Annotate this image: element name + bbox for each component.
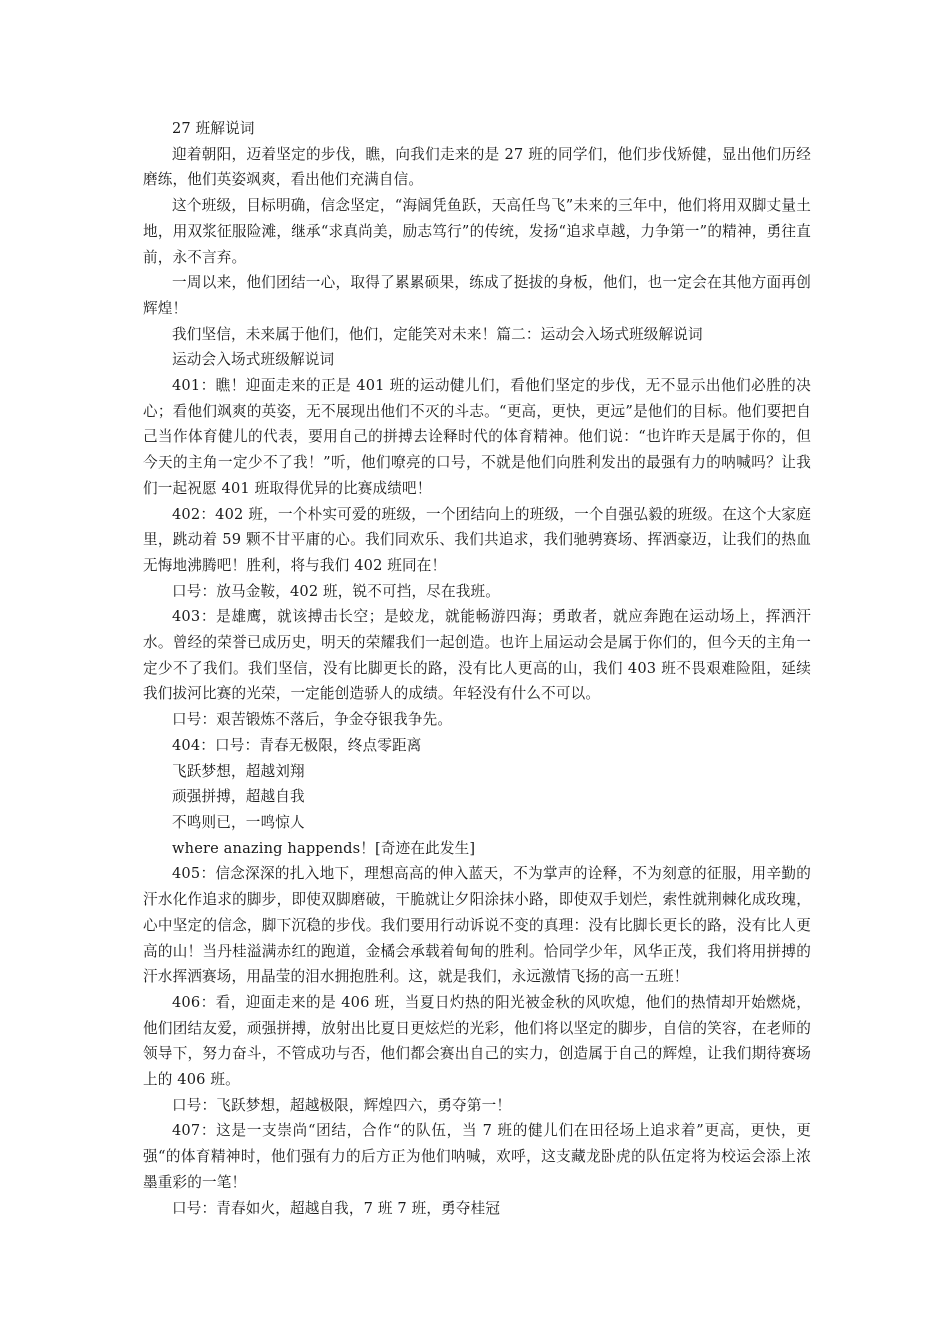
slogan-line: 不鸣则已，一鸣惊人 [172,813,305,831]
paragraph: 405：信念深深的扎入地下，理想高高的伸入蓝天，不为掌声的诠释，不为刻意的征服，用辛勤的汗水化作追求的脚步，即使双脚磨破，干脆就让夕阳涂抹小路，即使双手划烂，索性就荆棘化成玫瑰，心中坚定的信念，脚下沉稳的步伐。我们要用行动诉说不变的真理：没有比脚长更长的路，没有比人更高的山！当丹桂溢满赤红的跑道，金橘会承载着甸甸的胜利。恰同学少年，风华正茂，我们将用拼搏的汗水挥洒赛场，用晶莹的泪水拥抱胜利。这，就是我们，永远激情飞扬的高一五班！ [143,865,811,986]
paragraph: 这个班级，目标明确，信念坚定，“海阔凭鱼跃，天高任鸟飞”未来的三年中，他们将用双脚丈量土地，用双浆征服险滩，继承“求真尚美，励志笃行”的传统，发扬“追求卓越，力争第一”的精神，勇往直前，永不言弃。 [143,197,811,266]
document-title: 27 班解说词 [172,120,255,137]
slogan-line: 顽强拼搏，超越自我 [172,788,305,806]
paragraph: 402：402 班，一个朴实可爱的班级，一个团结向上的班级，一个自强弘毅的班级。在这个大家庭里，跳动着 59 颗不甘平庸的心。我们同欢乐、我们共追求，我们驰骋赛场、挥洒豪迈，让我们的热血无悔地沸腾吧！胜利，将与我们 402 班同在！ [143,505,811,574]
slogan-line: 飞跃梦想，超越刘翔 [172,762,305,780]
slogan: 口号：放马金鞍，402 班，锐不可挡，尽在我班。 [172,582,500,600]
paragraph: 407：这是一支崇尚“团结，合作“的队伍，当 7 班的健儿们在田径场上追求着”更高，更快，更强“的体育精神时，他们强有力的后方正为他们呐喊，欢呼，这支藏龙卧虎的队伍定将为校运会添上浓墨重彩的一笔！ [143,1122,811,1191]
slogan: 口号：飞跃梦想，超越极限，辉煌四六，勇夺第一！ [172,1096,512,1114]
paragraph: 406：看，迎面走来的是 406 班，当夏日灼热的阳光被金秋的风吹熄，他们的热情却开始燃烧，他们团结友爱，顽强拼搏，放射出比夏日更炫烂的光彩，他们将以坚定的脚步，自信的笑容，在老师的领导下，努力奋斗，不管成功与否，他们都会赛出自己的实力，创造属于自己的辉煌，让我们期待赛场上的 406 班。 [143,993,811,1089]
paragraph: 迎着朝阳，迈着坚定的步伐，瞧，向我们走来的是 27 班的同学们，他们步伐矫健，显出他们历经磨练，他们英姿飒爽，看出他们充满自信。 [143,145,811,189]
paragraph: 我们坚信，未来属于他们，他们，定能笑对未来！篇二：运动会入场式班级解说词 [172,325,703,343]
paragraph: 401：瞧！迎面走来的正是 401 班的运动健儿们，看他们坚定的步伐，无不显示出他们必胜的决心；看他们飒爽的英姿，无不展现出他们不灭的斗志。“更高，更快，更远”是他们的目标。他们要把自己当作体育健儿的代表，要用自己的拼搏去诠释时代的体育精神。他们说：“也许昨天是属于你的，但今天的主角一定少不了我！”听，他们嘹亮的口号，不就是他们向胜利发出的最强有力的呐喊吗？让我们一起祝愿 401 班取得优异的比赛成绩吧！ [143,377,811,497]
slogan: 404：口号：青春无极限，终点零距离 [172,736,422,754]
section-heading: 运动会入场式班级解说词 [172,351,335,369]
slogan-line: where anazing happends！[奇迹在此发生] [172,839,476,857]
slogan: 口号：艰苦锻炼不落后，争金夺银我争先。 [172,711,453,729]
slogan: 口号：青春如火，超越自我，7 班 7 班，勇夺桂冠 [172,1199,501,1217]
document-body [143,116,811,1221]
paragraph: 一周以来，他们团结一心，取得了累累硕果，练成了挺拔的身板，他们，也一定会在其他方面再创辉煌！ [143,274,811,317]
paragraph: 403：是雄鹰，就该搏击长空；是蛟龙，就能畅游四海；勇敢者，就应奔跑在运动场上，挥洒汗水。曾经的荣誉已成历史，明天的荣耀我们一起创造。也许上届运动会是属于你们的，但今天的主角一定少不了我们。我们坚信，没有比脚更长的路，没有比人更高的山，我们 403 班不畏艰难险阻，延续我们拔河比赛的光荣，一定能创造骄人的成绩。年轻没有什么不可以。 [143,608,811,703]
